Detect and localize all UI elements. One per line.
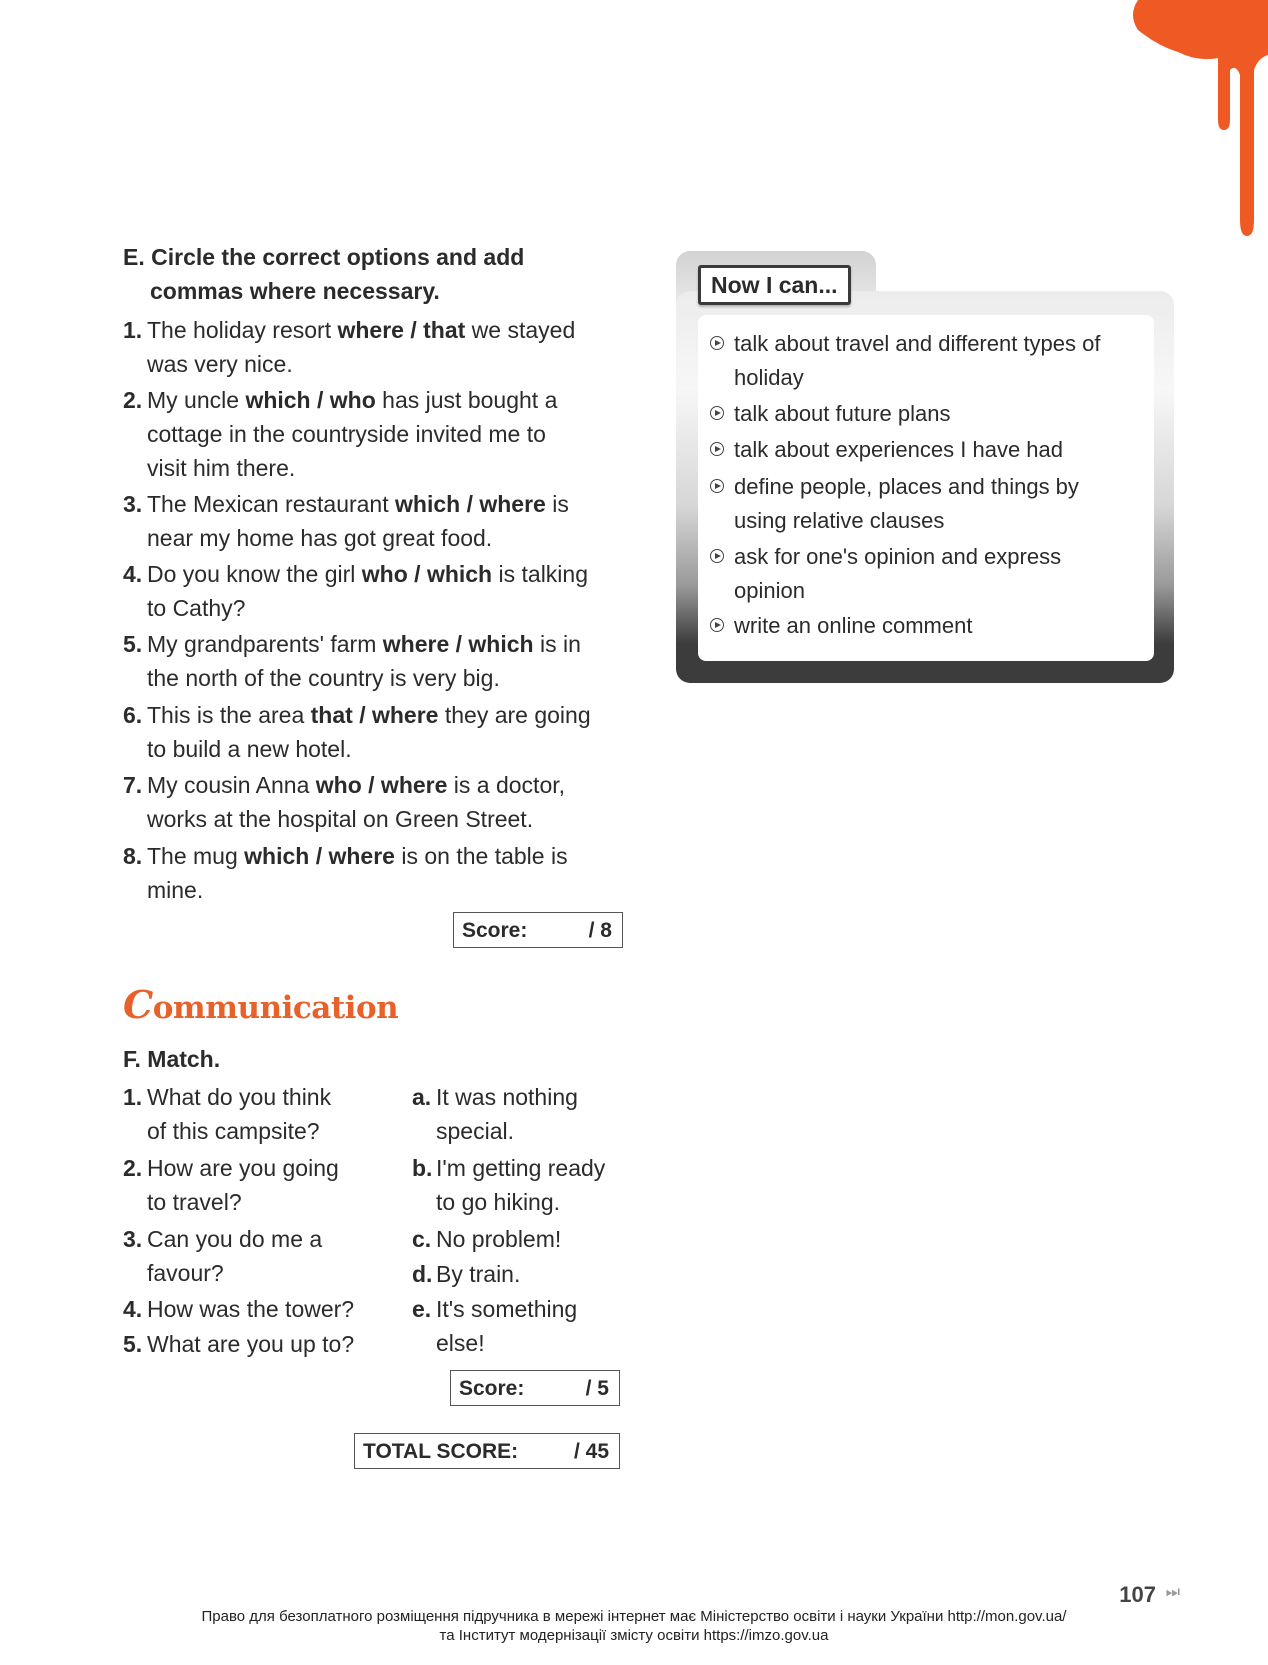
- question-1: [123, 1080, 393, 1148]
- page-number: 107: [1119, 1582, 1156, 1607]
- answer-text: It's something: [436, 1296, 578, 1322]
- section-e-title: [123, 240, 524, 308]
- answer-letter: d.: [412, 1261, 433, 1287]
- item-text: the north of the country is very big.: [147, 665, 500, 691]
- exercise-e-item-1: [123, 313, 623, 381]
- item-number: 4.: [123, 561, 143, 587]
- question-text: How was the tower?: [147, 1296, 355, 1322]
- question-text: to travel?: [147, 1189, 242, 1215]
- item-text: mine.: [147, 877, 204, 903]
- answer-text: special.: [436, 1118, 514, 1144]
- item-text: Do you know the girl: [147, 561, 362, 587]
- item-text: visit him there.: [147, 455, 296, 481]
- item-text: they are going: [438, 702, 591, 728]
- answer-text: I'm getting ready: [436, 1155, 606, 1181]
- answer-b: [412, 1151, 632, 1219]
- item-text: to build a new hotel.: [147, 736, 352, 762]
- exercise-e-item-7: [123, 768, 623, 836]
- section-e-title-line2: commas where necessary.: [150, 278, 440, 304]
- answer-text: No problem!: [436, 1226, 562, 1252]
- play-bullet-icon: [710, 442, 724, 456]
- question-text: What are you up to?: [147, 1331, 355, 1357]
- exercise-e-item-3: [123, 487, 623, 555]
- copyright-footer-line2: та Інститут модернізації змісту освіти https://imzo.gov.ua: [439, 1627, 829, 1644]
- exercise-e-item-6: [123, 698, 623, 766]
- item-text: is a doctor,: [447, 772, 566, 798]
- heading-rest: ommunication: [152, 990, 399, 1026]
- item-options[interactable]: where / that: [337, 317, 466, 343]
- item-options[interactable]: that / where: [310, 702, 439, 728]
- score-label: Score:: [459, 1377, 525, 1400]
- item-text: The Mexican restaurant: [147, 491, 396, 517]
- answer-a: [412, 1080, 632, 1148]
- item-text: This is the area: [147, 702, 311, 728]
- can-do-item: [710, 397, 1150, 431]
- next-page-icon: ⏭: [1165, 1584, 1180, 1601]
- item-options[interactable]: where / which: [382, 631, 534, 657]
- play-bullet-icon: [710, 336, 724, 350]
- question-4: [123, 1292, 393, 1326]
- question-5: [123, 1327, 393, 1361]
- play-bullet-icon: [710, 549, 724, 563]
- item-number: 2.: [123, 387, 143, 413]
- item-options[interactable]: who / which: [361, 561, 493, 587]
- item-text: works at the hospital on Green Street.: [147, 806, 534, 832]
- total-score-label: TOTAL SCORE:: [363, 1440, 519, 1463]
- answer-text: By train.: [436, 1261, 521, 1287]
- item-text: was very nice.: [147, 351, 293, 377]
- can-do-text: write an online comment: [734, 613, 973, 638]
- play-bullet-icon: [710, 479, 724, 493]
- section-e-title-line1: E. Circle the correct options and add: [123, 244, 525, 270]
- exercise-e-item-4: [123, 557, 623, 625]
- can-do-item: [710, 540, 1150, 608]
- item-number: 1.: [123, 317, 143, 343]
- item-text: is on the table is: [394, 843, 568, 869]
- item-text: near my home has got great food.: [147, 525, 493, 551]
- question-text: Can you do me a: [147, 1226, 323, 1252]
- item-text: The holiday resort: [147, 317, 338, 343]
- total-score-value: / 45: [573, 1440, 609, 1463]
- question-text: What do you think: [147, 1084, 332, 1110]
- can-do-item: [710, 433, 1150, 467]
- question-3: [123, 1222, 393, 1290]
- can-do-text: opinion: [734, 578, 805, 603]
- can-do-text: talk about experiences I have had: [734, 437, 1064, 462]
- question-number: 5.: [123, 1331, 143, 1357]
- score-label: Score:: [462, 919, 528, 942]
- exercise-e-item-2: [123, 383, 623, 485]
- item-options[interactable]: which / where: [395, 491, 546, 517]
- can-do-text: talk about travel and different types of: [734, 331, 1101, 356]
- total-score-box[interactable]: [354, 1433, 620, 1469]
- item-number: 8.: [123, 843, 143, 869]
- item-number: 3.: [123, 491, 143, 517]
- question-text: How are you going: [147, 1155, 339, 1181]
- communication-heading: [123, 982, 398, 1027]
- item-options[interactable]: which / who: [245, 387, 376, 413]
- answer-letter: b.: [412, 1155, 433, 1181]
- section-e-score-box[interactable]: [453, 912, 623, 948]
- can-do-text: define people, places and things by: [734, 474, 1079, 499]
- answer-letter: a.: [412, 1084, 432, 1110]
- answer-e: [412, 1292, 632, 1360]
- item-number: 7.: [123, 772, 143, 798]
- question-2: [123, 1151, 393, 1219]
- item-text: My cousin Anna: [147, 772, 316, 798]
- section-f-title: F. Match.: [123, 1046, 221, 1072]
- answer-c: [412, 1222, 632, 1256]
- item-text: cottage in the countryside invited me to: [147, 421, 546, 447]
- question-number: 4.: [123, 1296, 143, 1322]
- item-text: My uncle: [147, 387, 246, 413]
- copyright-footer-line1: Право для безоплатного розміщення підручника в мережі інтернет має Міністерство освіти і науки України http://mon.gov.ua/: [201, 1608, 1067, 1625]
- heading-initial: C: [123, 982, 153, 1027]
- paint-splash-decoration: [1098, 0, 1268, 240]
- item-options[interactable]: who / where: [315, 772, 448, 798]
- question-text: favour?: [147, 1260, 224, 1286]
- item-text: is: [545, 491, 569, 517]
- answer-d: [412, 1257, 632, 1291]
- item-number: 6.: [123, 702, 143, 728]
- now-i-can-panel: [676, 251, 1176, 685]
- answer-letter: e.: [412, 1296, 432, 1322]
- exercise-e-item-5: [123, 627, 623, 695]
- score-value: / 8: [588, 919, 612, 942]
- item-text: we stayed: [465, 317, 576, 343]
- section-f-score-box[interactable]: [450, 1370, 620, 1406]
- can-do-text: using relative clauses: [734, 508, 945, 533]
- item-options[interactable]: which / where: [244, 843, 395, 869]
- now-i-can-label: Now I can...: [698, 265, 851, 305]
- item-text: to Cathy?: [147, 595, 246, 621]
- answer-letter: c.: [412, 1226, 432, 1252]
- can-do-item: [710, 327, 1150, 395]
- can-do-item: [710, 609, 1150, 643]
- question-number: 3.: [123, 1226, 143, 1252]
- answer-text: else!: [436, 1330, 485, 1356]
- question-text: of this campsite?: [147, 1118, 320, 1144]
- item-text: The mug: [147, 843, 245, 869]
- answer-text: It was nothing: [436, 1084, 578, 1110]
- item-text: My grandparents' farm: [147, 631, 383, 657]
- exercise-e-item-8: [123, 839, 623, 907]
- can-do-text: ask for one's opinion and express: [734, 544, 1062, 569]
- play-bullet-icon: [710, 618, 724, 632]
- item-text: is in: [533, 631, 581, 657]
- can-do-text: holiday: [734, 365, 804, 390]
- play-bullet-icon: [710, 406, 724, 420]
- item-text: has just bought a: [375, 387, 558, 413]
- answer-text: to go hiking.: [436, 1189, 561, 1215]
- can-do-item: [710, 470, 1150, 538]
- can-do-text: talk about future plans: [734, 401, 951, 426]
- score-value: / 5: [585, 1377, 609, 1400]
- item-number: 5.: [123, 631, 143, 657]
- question-number: 2.: [123, 1155, 143, 1181]
- question-number: 1.: [123, 1084, 143, 1110]
- item-text: is talking: [492, 561, 588, 587]
